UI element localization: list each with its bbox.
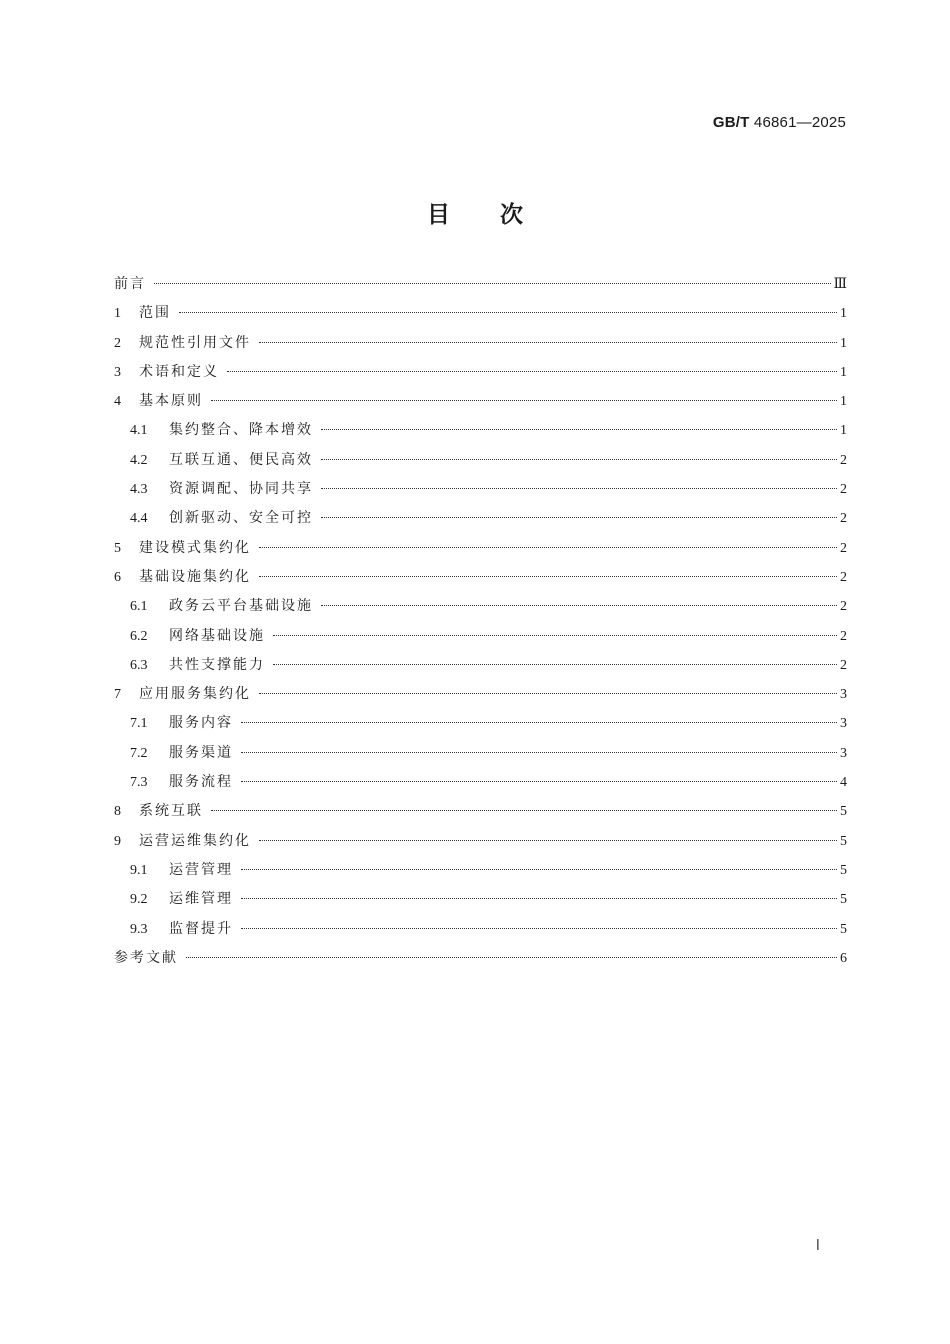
toc-entry-label: 服务渠道 bbox=[169, 744, 233, 761]
toc-dot-leader bbox=[259, 693, 837, 694]
toc-entry-label: 基础设施集约化 bbox=[139, 568, 251, 585]
toc-entry[interactable] bbox=[114, 944, 847, 973]
toc-dot-leader bbox=[259, 547, 837, 548]
standard-code bbox=[713, 114, 846, 131]
toc-entry-label: 运营运维集约化 bbox=[139, 832, 251, 849]
toc-entry-label: 基本原则 bbox=[139, 393, 203, 410]
toc-entry-number: 2 bbox=[114, 335, 121, 351]
toc-dot-leader bbox=[241, 869, 837, 870]
toc-entry-label: 创新驱动、安全可控 bbox=[169, 510, 313, 527]
toc-entry-page: 3 bbox=[840, 687, 847, 703]
toc-dot-leader bbox=[273, 664, 837, 665]
toc-dot-leader bbox=[154, 283, 831, 284]
toc-dot-leader bbox=[321, 459, 837, 460]
toc-entry-label: 服务流程 bbox=[169, 774, 233, 791]
toc-entry-page: 1 bbox=[840, 423, 847, 439]
toc-entry-number: 1 bbox=[114, 306, 121, 322]
toc-entry-label: 建设模式集约化 bbox=[139, 539, 251, 556]
toc-dot-leader bbox=[259, 342, 837, 343]
toc-entry-page: 5 bbox=[840, 833, 847, 849]
toc-entry-page: 2 bbox=[840, 628, 847, 644]
toc-entry[interactable] bbox=[114, 651, 847, 680]
toc-dot-leader bbox=[321, 517, 837, 518]
toc-entry-label: 运营管理 bbox=[169, 861, 233, 878]
toc-entry-number: 4.2 bbox=[130, 452, 148, 468]
toc-entry-page: 4 bbox=[840, 775, 847, 791]
toc-entry-page: 1 bbox=[840, 364, 847, 380]
toc-entry-page: 2 bbox=[840, 511, 847, 527]
toc-dot-leader bbox=[259, 576, 837, 577]
toc-entry[interactable] bbox=[114, 622, 847, 651]
toc-entry[interactable] bbox=[114, 329, 847, 358]
standard-code-prefix: GB/T bbox=[712, 114, 750, 131]
toc-entry-label: 应用服务集约化 bbox=[139, 686, 251, 703]
toc-entry-number: 9.2 bbox=[130, 892, 148, 908]
toc-entry-label: 术语和定义 bbox=[139, 363, 219, 380]
toc-entry[interactable] bbox=[114, 680, 847, 709]
toc-entry-label: 参考文献 bbox=[114, 949, 178, 966]
toc-entry[interactable] bbox=[114, 915, 847, 944]
toc-entry-page: 3 bbox=[840, 716, 847, 732]
toc-entry[interactable] bbox=[114, 299, 847, 328]
toc-entry[interactable] bbox=[114, 563, 847, 592]
table-of-contents bbox=[114, 270, 847, 973]
toc-entry-page: 3 bbox=[840, 745, 847, 761]
toc-entry-number: 6.2 bbox=[130, 628, 148, 644]
toc-dot-leader bbox=[179, 312, 837, 313]
toc-entry[interactable] bbox=[114, 416, 847, 445]
toc-entry-page: 2 bbox=[840, 540, 847, 556]
toc-dot-leader bbox=[241, 752, 837, 753]
toc-entry[interactable] bbox=[114, 475, 847, 504]
toc-dot-leader bbox=[186, 957, 837, 958]
toc-entry-number: 4.3 bbox=[130, 482, 148, 498]
toc-entry-page: 2 bbox=[840, 569, 847, 585]
toc-entry-number: 9.3 bbox=[130, 921, 148, 937]
toc-entry-number: 6.1 bbox=[130, 599, 148, 615]
toc-entry-page: Ⅲ bbox=[833, 277, 847, 292]
toc-entry-number: 9 bbox=[114, 833, 121, 849]
toc-entry-label: 系统互联 bbox=[139, 803, 203, 820]
toc-entry-label: 网络基础设施 bbox=[169, 627, 265, 644]
toc-entry-number: 4.1 bbox=[130, 423, 148, 439]
toc-entry-number: 7 bbox=[114, 687, 121, 703]
toc-entry-label: 规范性引用文件 bbox=[139, 334, 251, 351]
toc-entry-page: 5 bbox=[840, 892, 847, 908]
toc-dot-leader bbox=[211, 400, 837, 401]
toc-entry-number: 7.1 bbox=[130, 716, 148, 732]
toc-entry[interactable] bbox=[114, 504, 847, 533]
toc-entry[interactable] bbox=[114, 885, 847, 914]
toc-dot-leader bbox=[241, 722, 837, 723]
toc-dot-leader bbox=[241, 781, 837, 782]
toc-entry-page: 2 bbox=[840, 657, 847, 673]
toc-dot-leader bbox=[273, 635, 837, 636]
toc-entry-number: 6.3 bbox=[130, 657, 148, 673]
toc-entry[interactable] bbox=[114, 270, 847, 299]
toc-entry-label: 运维管理 bbox=[169, 891, 233, 908]
toc-entry[interactable] bbox=[114, 856, 847, 885]
toc-entry-page: 1 bbox=[840, 394, 847, 410]
toc-dot-leader bbox=[241, 898, 837, 899]
toc-dot-leader bbox=[321, 605, 837, 606]
toc-entry-page: 5 bbox=[840, 921, 847, 937]
toc-entry-label: 集约整合、降本增效 bbox=[169, 422, 313, 439]
toc-dot-leader bbox=[211, 810, 837, 811]
toc-entry-label: 前言 bbox=[114, 276, 146, 292]
toc-entry-number: 7.2 bbox=[130, 745, 148, 761]
toc-entry-number: 7.3 bbox=[130, 775, 148, 791]
page-number: Ⅰ bbox=[815, 1238, 820, 1254]
toc-entry-number: 3 bbox=[114, 364, 121, 380]
toc-entry-page: 1 bbox=[840, 306, 847, 322]
toc-entry-number: 8 bbox=[114, 804, 121, 820]
toc-entry-number: 5 bbox=[114, 540, 121, 556]
toc-entry[interactable] bbox=[114, 446, 847, 475]
toc-dot-leader bbox=[241, 928, 837, 929]
toc-entry[interactable] bbox=[114, 709, 847, 738]
toc-entry-page: 2 bbox=[840, 599, 847, 615]
toc-entry-label: 监督提升 bbox=[169, 920, 233, 937]
toc-dot-leader bbox=[321, 488, 837, 489]
toc-entry-label: 共性支撑能力 bbox=[169, 656, 265, 673]
toc-dot-leader bbox=[227, 371, 837, 372]
toc-entry-page: 5 bbox=[840, 862, 847, 878]
toc-entry[interactable] bbox=[114, 827, 847, 856]
toc-dot-leader bbox=[321, 429, 837, 430]
toc-entry[interactable] bbox=[114, 358, 847, 387]
toc-entry-page: 5 bbox=[840, 804, 847, 820]
toc-entry-label: 资源调配、协同共享 bbox=[169, 481, 313, 498]
toc-entry[interactable] bbox=[114, 768, 847, 797]
toc-entry[interactable] bbox=[114, 797, 847, 826]
toc-entry-number: 9.1 bbox=[130, 862, 148, 878]
toc-entry[interactable] bbox=[114, 387, 847, 416]
toc-entry-label: 政务云平台基础设施 bbox=[169, 598, 313, 615]
toc-entry-label: 范围 bbox=[139, 305, 171, 322]
toc-entry[interactable] bbox=[114, 739, 847, 768]
toc-entry-page: 2 bbox=[840, 452, 847, 468]
toc-dot-leader bbox=[259, 840, 837, 841]
toc-entry-number: 4.4 bbox=[130, 511, 148, 527]
toc-entry-page: 1 bbox=[840, 335, 847, 351]
toc-entry-label: 互联互通、便民高效 bbox=[169, 451, 313, 468]
toc-entry[interactable] bbox=[114, 534, 847, 563]
toc-entry-number: 6 bbox=[114, 569, 121, 585]
standard-code-number: 46861—2025 bbox=[753, 114, 846, 131]
toc-entry-number: 4 bbox=[114, 394, 121, 410]
toc-entry-page: 2 bbox=[840, 482, 847, 498]
page-title: 目次 bbox=[427, 202, 573, 228]
toc-entry-label: 服务内容 bbox=[169, 715, 233, 732]
toc-entry-page: 6 bbox=[840, 950, 847, 966]
toc-entry[interactable] bbox=[114, 592, 847, 621]
